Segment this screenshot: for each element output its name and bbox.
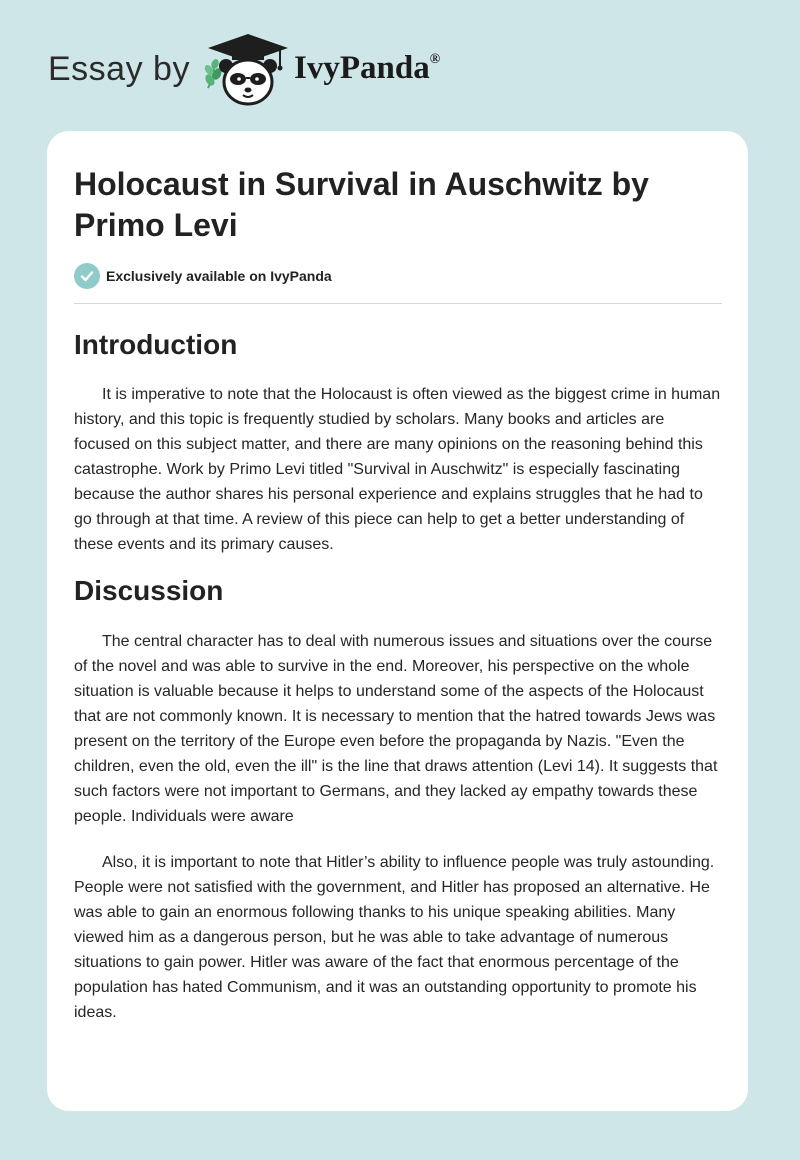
site-header [0,0,800,130]
panda-logo-icon[interactable] [198,30,294,110]
section-heading-introduction: Introduction [74,329,238,360]
check-icon [74,263,100,289]
essay-title: Holocaust in Survival in Auschwitz by Primo Levi [74,166,649,243]
badge-label: Exclusively available on IvyPanda [106,268,332,284]
paragraph: Also, it is important to note that Hitler’s ability to influence people was truly astounding. People were not satisfied with the government, and Hitler has proposed an alternative. He was able to gain an enormous following thanks to his unique speaking abilities. Many viewed him as a dangerous person, but he was able to take advantage of numerous situations to gain power. Hitler was aware of the fact that enormous percentage of the population has hated Communism, and it was an outstanding opportunity to promote his ideas. [74,854,715,1021]
exclusive-badge [74,263,332,289]
section-heading-discussion: Discussion [74,575,224,606]
paragraph: The central character has to deal with numerous issues and situations over the course of the novel and was able to survive in the end. Moreover, his perspective on the whole situation is valuable because it helps to understand some of the aspects of the Holocaust that are not commonly known. It is necessary to mention that the hatred towards Jews was present on the territory of the Europe even before the propaganda by Nazis. "Even the children, even the old, even the ill" is the line that draws attention (Levi 14). It suggests that such factors were not important to Germans, and they lacked ay empathy towards these people. Individuals were aware [74,633,718,825]
divider [74,303,722,304]
essay-body [74,323,724,1025]
brand-text: IvyPanda [294,50,430,86]
brand-name[interactable] [294,50,440,87]
registered-mark: ® [429,52,441,67]
paragraph: It is imperative to note that the Holocaust is often viewed as the biggest crime in human history, and this topic is frequently studied by scholars. Many books and articles are focused on this subject matter, and there are many opinions on the reasoning behind this catastrophe. Work by Primo Levi titled "Survival in Auschwitz" is especially fascinating because the author shares his personal experience and explains struggles that he had to go through at that time. A review of this piece can help to get a better understanding of these events and its primary causes. [74,386,721,553]
essay-by-label: Essay by [48,50,190,88]
essay-card [47,131,748,1111]
